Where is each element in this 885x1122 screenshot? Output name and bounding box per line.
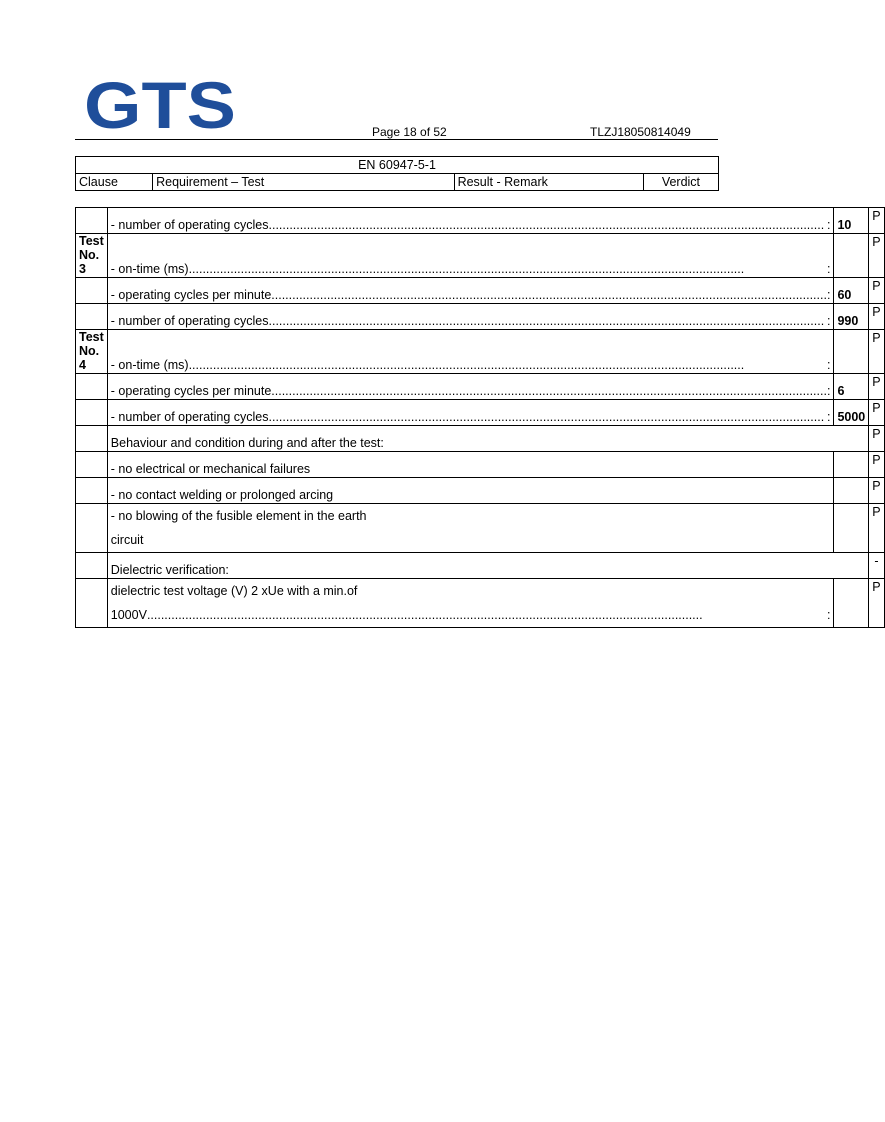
- leader-dots: [271, 384, 827, 398]
- requirement-cell: - on-time (ms) ..... :: [107, 234, 834, 278]
- result-cell: [834, 478, 869, 504]
- verdict-cell: P: [869, 452, 884, 478]
- table-row: [76, 208, 885, 234]
- clause-cell: [76, 208, 108, 234]
- result-cell: 990: [834, 304, 869, 330]
- requirement-cell: - no electrical or mechanical failures: [107, 452, 834, 478]
- requirement-label: - number of operating cycles: [110, 314, 269, 328]
- requirement-label: - number of operating cycles: [110, 218, 269, 232]
- requirement-label: - operating cycles per minute: [110, 384, 272, 398]
- col-requirement-header: Requirement – Test: [153, 174, 454, 191]
- requirement-cell: - no contact welding or prolonged arcing: [107, 478, 834, 504]
- col-clause-header: Clause: [76, 174, 153, 191]
- requirement-label: - number of operating cycles: [110, 410, 269, 424]
- report-number: TLZJ18050814049: [590, 125, 691, 139]
- verdict-cell: P: [869, 208, 884, 234]
- table-row: [76, 504, 885, 553]
- svg-text:GTS: GTS: [84, 68, 236, 142]
- verdict-cell: P: [869, 400, 884, 426]
- clause-cell: [76, 374, 108, 400]
- verdict-cell: P: [869, 504, 884, 553]
- result-cell: 10: [834, 208, 869, 234]
- requirement-cell: dielectric test voltage (V) 2 xUe with a min.of 1000V ..... :: [107, 579, 834, 628]
- leader-dots: [189, 358, 827, 372]
- table-row: [76, 579, 885, 628]
- verdict-cell: P: [869, 330, 884, 374]
- requirement-cell: - number of operating cycles ..... :: [107, 400, 834, 426]
- result-cell: [834, 330, 869, 374]
- requirement-cell: - number of operating cycles ..... :: [107, 304, 834, 330]
- verdict-cell: P: [869, 579, 884, 628]
- requirement-cell: Dielectric verification:: [107, 553, 868, 579]
- leader-dots: [147, 603, 827, 627]
- requirement-cell: - on-time (ms) ..... :: [107, 330, 834, 374]
- table-row: [76, 304, 885, 330]
- table-row: [76, 374, 885, 400]
- verdict-cell: P: [869, 304, 884, 330]
- clause-cell: [76, 553, 108, 579]
- clause-cell: Test No. 4: [76, 330, 108, 374]
- clause-cell: [76, 426, 108, 452]
- table-row: [76, 426, 885, 452]
- verdict-cell: -: [869, 553, 884, 579]
- clause-cell: [76, 278, 108, 304]
- clause-cell: [76, 579, 108, 628]
- requirement-label: - on-time (ms): [110, 358, 189, 372]
- requirement-line: circuit: [110, 533, 144, 547]
- result-cell: [834, 452, 869, 478]
- table-row: [76, 478, 885, 504]
- leader-dots: [189, 262, 827, 276]
- test-table: [75, 207, 885, 628]
- col-result-header: Result - Remark: [454, 174, 643, 191]
- verdict-cell: P: [869, 374, 884, 400]
- verdict-cell: P: [869, 278, 884, 304]
- leader-dots: [269, 314, 827, 328]
- table-row: [76, 234, 885, 278]
- leader-dots: [269, 218, 827, 232]
- leader-dots: [271, 288, 827, 302]
- page-number: Page 18 of 52: [372, 125, 447, 139]
- result-cell: [834, 234, 869, 278]
- clause-cell: [76, 478, 108, 504]
- table-row: [76, 553, 885, 579]
- header-rule: [75, 139, 718, 140]
- clause-cell: [76, 304, 108, 330]
- result-cell: 6: [834, 374, 869, 400]
- requirement-cell: - number of operating cycles ..... :: [107, 208, 834, 234]
- requirement-line: - no blowing of the fusible element in the earth: [110, 509, 367, 523]
- col-verdict-header: Verdict: [643, 174, 718, 191]
- table-row: [76, 278, 885, 304]
- result-cell: [834, 579, 869, 628]
- gts-logo: [84, 68, 236, 142]
- requirement-cell: [107, 504, 834, 553]
- requirement-line: dielectric test voltage (V) 2 xUe with a min.of: [110, 584, 358, 598]
- table-row: [76, 330, 885, 374]
- verdict-cell: P: [869, 426, 884, 452]
- requirement-label: - on-time (ms): [110, 262, 189, 276]
- clause-cell: [76, 400, 108, 426]
- clause-cell: [76, 504, 108, 553]
- clause-cell: Test No. 3: [76, 234, 108, 278]
- table-row: [76, 400, 885, 426]
- result-cell: [834, 504, 869, 553]
- requirement-cell: - operating cycles per minute ..... :: [107, 374, 834, 400]
- requirement-cell: - operating cycles per minute ..... :: [107, 278, 834, 304]
- table-row: [76, 452, 885, 478]
- requirement-line: 1000V: [110, 608, 147, 622]
- result-cell: 60: [834, 278, 869, 304]
- clause-cell: [76, 452, 108, 478]
- verdict-cell: P: [869, 478, 884, 504]
- table-header: [75, 156, 719, 191]
- standard-title: EN 60947-5-1: [76, 157, 719, 174]
- requirement-cell: Behaviour and condition during and after the test:: [107, 426, 868, 452]
- requirement-label: - operating cycles per minute: [110, 288, 272, 302]
- result-cell: 5000: [834, 400, 869, 426]
- verdict-cell: P: [869, 234, 884, 278]
- leader-dots: [269, 410, 827, 424]
